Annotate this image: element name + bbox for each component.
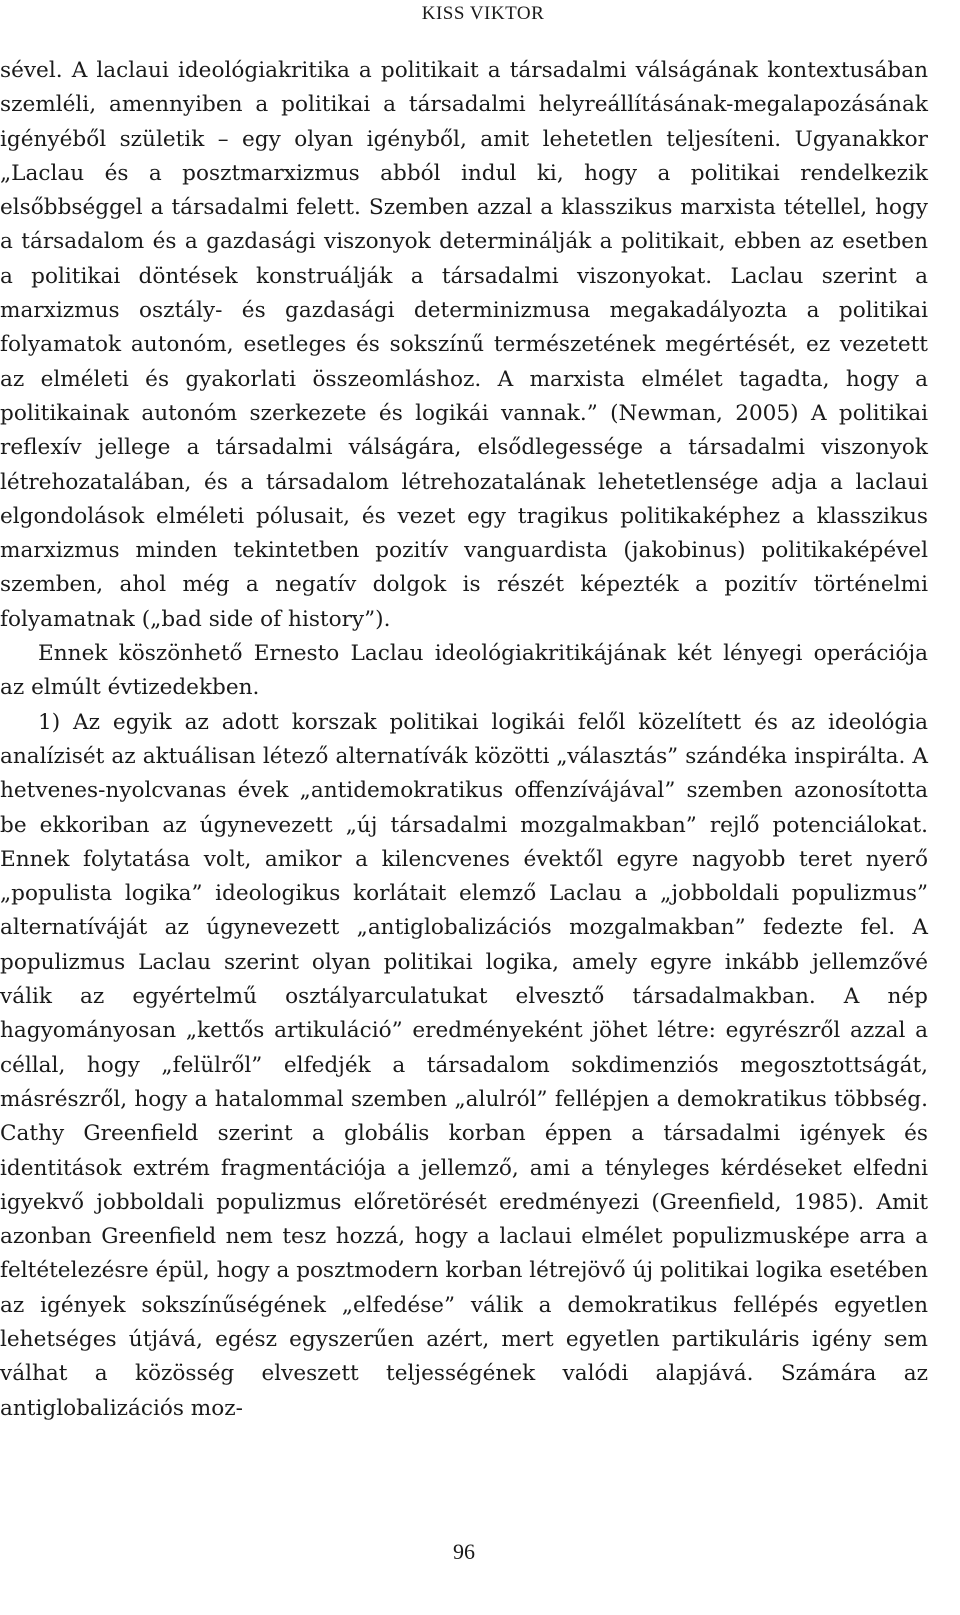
paragraph-continuation: sével. A laclaui ideológiakritika a politikait a társadalmi válságának kontextusában szemléli, amennyiben a politikai a társadalmi helyreállításának-megalapozásának igényéből születik – egy olyan igényből, amit lehetetlen teljesíteni. Ugyanakkor „Laclau és a posztmarxizmus abból indul ki, hogy a politikai rendelkezik elsőbbséggel a társadalmi felett. Szemben azzal a klasszikus marxista tétellel, hogy a társadalom és a gazdasági viszonyok determinálják a politikait, ebben az esetben a politikai döntések konstruálják a társadalmi viszonyokat. Laclau szerint a marxizmus osztály- és gazdasági determinizmusa megakadályozta a politikai folyamatok autonóm, esetleges és sokszínű természetének megértését, ez vezetett az elméleti és gyakorlati összeomláshoz. A marxista elmélet tagadta, hogy a politikainak autonóm szerkezete és logikái vannak.” (Newman, 2005) A politikai reflexív jellege a társadalmi válságára, elsődlegessége a társadalmi viszonyok létrehozatalában, és a társadalom létrehozatalának lehetetlensége adja a laclaui elgondolások elméleti pólusait, és vezet egy tragikus politikaképhez a klasszikus marxizmus minden tekintetben pozitív vanguardista (jakobinus) politikaképével szemben, ahol még a negatív dolgok is részét képezték a pozitív történelmi folyamatnak („bad side of history”). — [0, 58, 928, 632]
running-title: KISS VIKTOR — [421, 3, 545, 24]
paragraph-operations-intro: Ennek köszönhető Ernesto Laclau ideológiakritikájának két lényegi operációja az elmúlt évtizedekben. — [0, 641, 928, 701]
body-text — [0, 54, 928, 1426]
running-header — [0, 2, 960, 26]
paragraph-first-operation: 1) Az egyik az adott korszak politikai logikái felől közelített és az ideológia analízisét az aktuálisan létező alternatívák közötti „választás” szándéka inspirálta. A hetvenes-nyolcvanas évek „antidemokratikus offenzívájával” szemben azonosította be ekkoriban az úgynevezett „új társadalmi mozgalmakban” rejlő potenciálokat. Ennek folytatása volt, amikor a kilencvenes évektől egyre nagyobb teret nyerő „populista logika” ideologikus korlátait elemző Laclau a „jobboldali populizmus” alternatíváját az úgynevezett „antiglobalizációs mozgalmakban” fedezte fel. A populizmus Laclau szerint olyan politikai logika, amely egyre inkább jellemzővé válik az egyértelmű osztályarculatukat elvesztő társadalmakban. A nép hagyományosan „kettős artikuláció” eredményeként jöhet létre: egyrészről azzal a céllal, hogy „felülről” elfedjék a társadalom sokdimenziós megosztottságát, másrészről, hogy a hatalommal szemben „alulról” fellépjen a demokratikus többség. Cathy Greenfield szerint a globális korban éppen a társadalmi igények és identitások extrém fragmentációja a jellemző, ami a tényleges kérdéseket elfedni igyekvő jobboldali populizmus előretörését eredményezi (Greenfield, 1985). Amit azonban Greenfield nem tesz hozzá, hogy a laclaui elmélet populizmusképe arra a feltételezésre épül, hogy a posztmodern korban létrejövő új politikai logika esetében az igények sokszínűségének „elfedése” válik a demokratikus fellépés egyetlen lehetséges útjává, egész egyszerűen azért, mert egyetlen partikuláris igény sem válhat a közösség elveszett teljességének valódi alapjává. Számára az antiglobalizációs moz- — [0, 709, 928, 1421]
page-number: 96 — [453, 1539, 475, 1564]
